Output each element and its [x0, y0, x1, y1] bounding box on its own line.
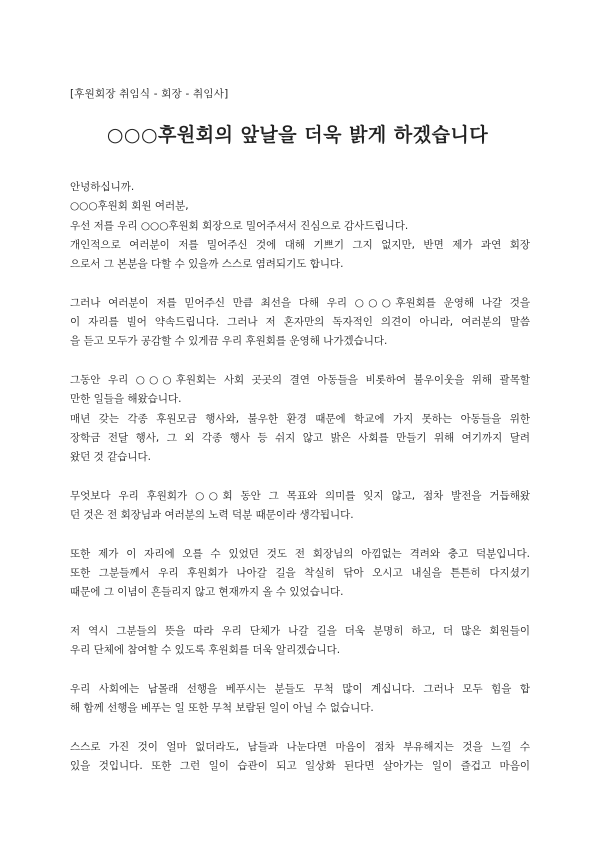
document-category: [후원회장 취임식 - 회장 - 취임사] [70, 88, 229, 100]
text-line: 개인적으로 여러분이 저를 밀어주신 것에 대해 기쁘기 그지 없지만, 반면 제가 과연 회장 [70, 238, 530, 251]
paragraph-spacer [70, 718, 530, 737]
paragraph [70, 487, 530, 526]
text-line: 있을 것입니다. 또한 그런 일이 습관이 되고 일상화 된다면 살아가는 일이 즐겁고 마음이 [70, 759, 530, 772]
paragraph-spacer [70, 603, 530, 622]
paragraph [70, 738, 530, 777]
paragraph [70, 622, 530, 661]
text-line: 우선 저를 우리 ○○○후원회 회장으로 밀어주셔서 진심으로 감사드립니다. [70, 219, 409, 232]
text-line: 우리 사회에는 남몰래 선행을 베푸시는 분들도 무척 많이 계십니다. 그러나 모두 힘을 합 [70, 682, 530, 695]
text-line: 해 함께 선행을 베푸는 일 또한 무척 보람된 일이 아닐 수 없습니다. [70, 702, 374, 715]
document-body [70, 178, 530, 776]
text-line: 우리 단체에 참여할 수 있도록 후원회를 더욱 알리겠습니다. [70, 644, 341, 657]
paragraph [70, 294, 530, 352]
text-line: ○○○후원회 회원 여러분, [70, 200, 189, 213]
text-line: 무엇보다 우리 후원회가 ○○회 동안 그 목표와 의미를 잊지 않고, 점차 발전을 거듭해왔 [70, 489, 530, 502]
paragraph [70, 680, 530, 719]
paragraph-spacer [70, 274, 530, 293]
text-line: 안녕하십니까. [70, 181, 135, 193]
paragraph-spacer [70, 467, 530, 486]
paragraph [70, 371, 530, 467]
text-line: 매년 갖는 각종 후원모금 행사와, 불우한 환경 때문에 학교에 가지 못하는 아동들을 위한 [70, 412, 530, 425]
paragraph [70, 178, 530, 274]
text-line: 저 역시 그분들의 뜻을 따라 우리 단체가 나갈 길을 더욱 분명히 하고, 더 많은 회원들이 [70, 624, 530, 637]
document-title: ○○○후원회의 앞날을 더욱 밝게 하겠습니다 [106, 124, 489, 146]
text-line: 으로서 그 본분을 다할 수 있을까 스스로 염려되기도 합니다. [70, 258, 344, 271]
text-line: 또한 제가 이 자리에 오를 수 있었던 것도 전 회장님의 아낌없는 격려와 충고 덕분입니다. [70, 547, 530, 560]
text-line: 또한 그분들께서 우리 후원회가 나아갈 길을 착실히 닦아 오시고 내실을 튼튼히 다지셨기 [70, 566, 530, 579]
text-line: 그러나 여러분이 저를 믿어주신 만큼 최선을 다해 우리 ○○○후원회를 운영해 나갈 것을 [70, 296, 530, 309]
paragraph [70, 545, 530, 603]
text-line: 그동안 우리 ○○○후원회는 사회 곳곳의 결연 아동들을 비롯하여 불우이웃을 위해 괄목할 [70, 373, 530, 386]
text-line: 만한 일들을 해왔습니다. [70, 393, 182, 406]
text-line: 던 것은 전 회장님과 여러분의 노력 덕분 때문이라 생각됩니다. [70, 509, 354, 522]
paragraph-spacer [70, 660, 530, 679]
text-line: 장학금 전달 행사, 그 외 각종 행사 등 쉬지 않고 밝은 사회를 만들기 위해 여기까지 달려 [70, 431, 530, 444]
text-line: 을 듣고 모두가 공감할 수 있게끔 우리 후원회를 운영해 나가겠습니다. [70, 335, 388, 348]
text-line: 스스로 가진 것이 얼마 없더라도, 남들과 나눈다면 마음이 점차 부유해지는 것을 느낄 수 [70, 740, 530, 753]
text-line: 왔던 것 같습니다. [70, 451, 152, 464]
paragraph-spacer [70, 352, 530, 371]
text-line: 때문에 그 이념이 흔들리지 않고 현재까지 올 수 있었습니다. [70, 586, 344, 599]
paragraph-spacer [70, 525, 530, 544]
text-line: 이 자리를 빌어 약속드립니다. 그러나 저 혼자만의 독자적인 의견이 아니라, 여러분의 말씀 [70, 316, 530, 329]
